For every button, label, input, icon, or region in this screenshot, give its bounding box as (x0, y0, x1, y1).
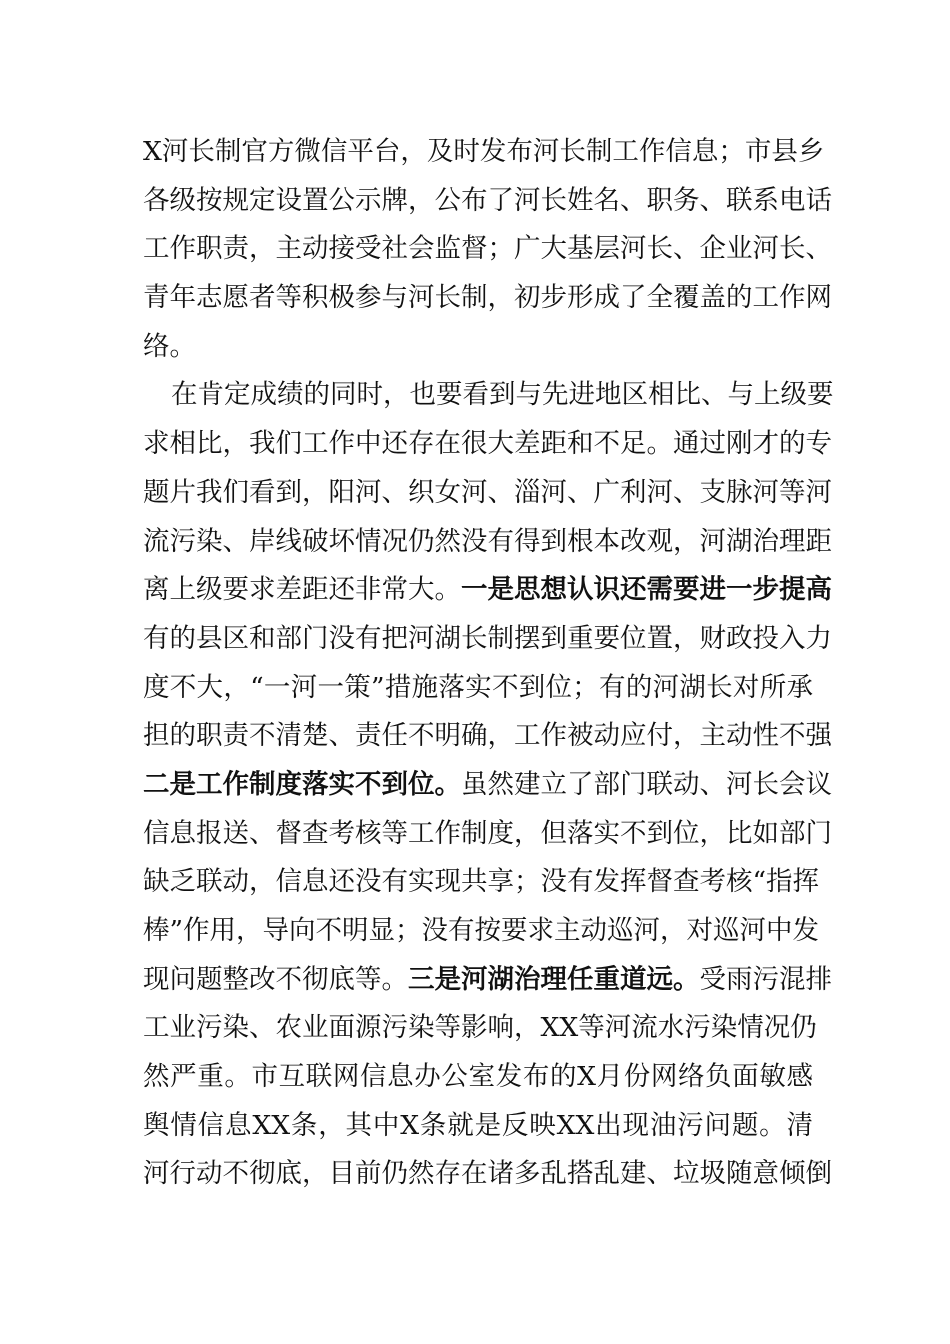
text-segment: 青年志愿者等积极参与河长制，初步形成了全覆盖的工作网 (143, 282, 832, 314)
text-segment: 工作职责，主动接受社会监督；广大基层河长、企业河长、 (143, 233, 832, 265)
text-line (143, 1053, 813, 1102)
text-segment: 舆情信息XX条，其中X条就是反映XX出现油污问题。清 (143, 1109, 813, 1141)
text-segment: 担的职责不清楚、责任不明确，工作被动应付，主动性不强 (143, 720, 832, 752)
text-segment: 离上级要求差距还非常大。 (143, 574, 461, 606)
text-segment: 工业污染、农业面源污染等影响，XX等河流水污染情况仍 (143, 1012, 817, 1044)
text-segment: 棒”作用，导向不明显；没有按要求主动巡河，对巡河中发 (143, 915, 820, 946)
text-segment: 信息报送、督查考核等工作制度，但落实不到位，比如部门 (143, 817, 832, 849)
text-line (143, 907, 820, 956)
text-line (143, 1004, 817, 1053)
text-segment: 现问题整改不彻底等。 (143, 963, 408, 995)
text-segment: 虽然建立了部门联动、河长会议 (461, 768, 832, 800)
bold-text-segment: 三是河湖治理任重道远。 (408, 963, 700, 995)
text-line (143, 956, 832, 1005)
text-line (143, 566, 832, 615)
text-line (143, 128, 825, 177)
text-segment: 求相比，我们工作中还存在很大差距和不足。通过刚才的专 (143, 428, 832, 460)
text-line (143, 420, 832, 469)
text-line (143, 664, 813, 713)
text-segment: 缺乏联动，信息还没有实现共享；没有发挥督查考核“指挥 (143, 866, 820, 898)
text-segment: X河长制官方微信平台，及时发布河长制工作信息；市县乡 (143, 136, 825, 167)
text-segment: 在肯定成绩的同时，也要看到与先进地区相比、与上级要 (171, 379, 834, 411)
body-text (143, 128, 834, 1199)
text-segment: 有的县区和部门没有把河湖长制摆到重要位置，财政投入力 (143, 622, 832, 654)
text-line (143, 615, 832, 664)
bold-text-segment: 二是工作制度落实不到位。 (143, 768, 461, 800)
text-line (143, 1102, 813, 1151)
bold-text-segment: 一是思想认识还需要进一步提高 (461, 574, 832, 606)
text-line (143, 274, 832, 323)
text-line (143, 712, 832, 761)
text-segment: 题片我们看到，阳河、织女河、淄河、广利河、支脉河等河 (143, 476, 832, 508)
text-line (143, 323, 813, 372)
text-line (143, 469, 832, 518)
text-segment: 度不大，“一河一策”措施落实不到位；有的河湖长对所承 (143, 671, 813, 703)
text-line (143, 225, 832, 274)
text-line (143, 518, 832, 567)
text-segment: 络。 (143, 330, 196, 362)
text-segment: 各级按规定设置公示牌，公布了河长姓名、职务、联系电话 (143, 184, 832, 216)
text-line (143, 177, 832, 226)
text-segment: 流污染、岸线破坏情况仍然没有得到根本改观，河湖治理距 (143, 525, 832, 557)
text-line (143, 1150, 832, 1199)
text-line (143, 371, 834, 420)
text-line (143, 858, 820, 907)
text-line (143, 810, 832, 859)
text-segment: 受雨污混排 (699, 963, 832, 995)
text-segment: 河行动不彻底，目前仍然存在诸多乱搭乱建、垃圾随意倾倒 (143, 1158, 832, 1190)
text-line (143, 761, 832, 810)
text-segment: 然严重。市互联网信息办公室发布的X月份网络负面敏感 (143, 1061, 813, 1093)
